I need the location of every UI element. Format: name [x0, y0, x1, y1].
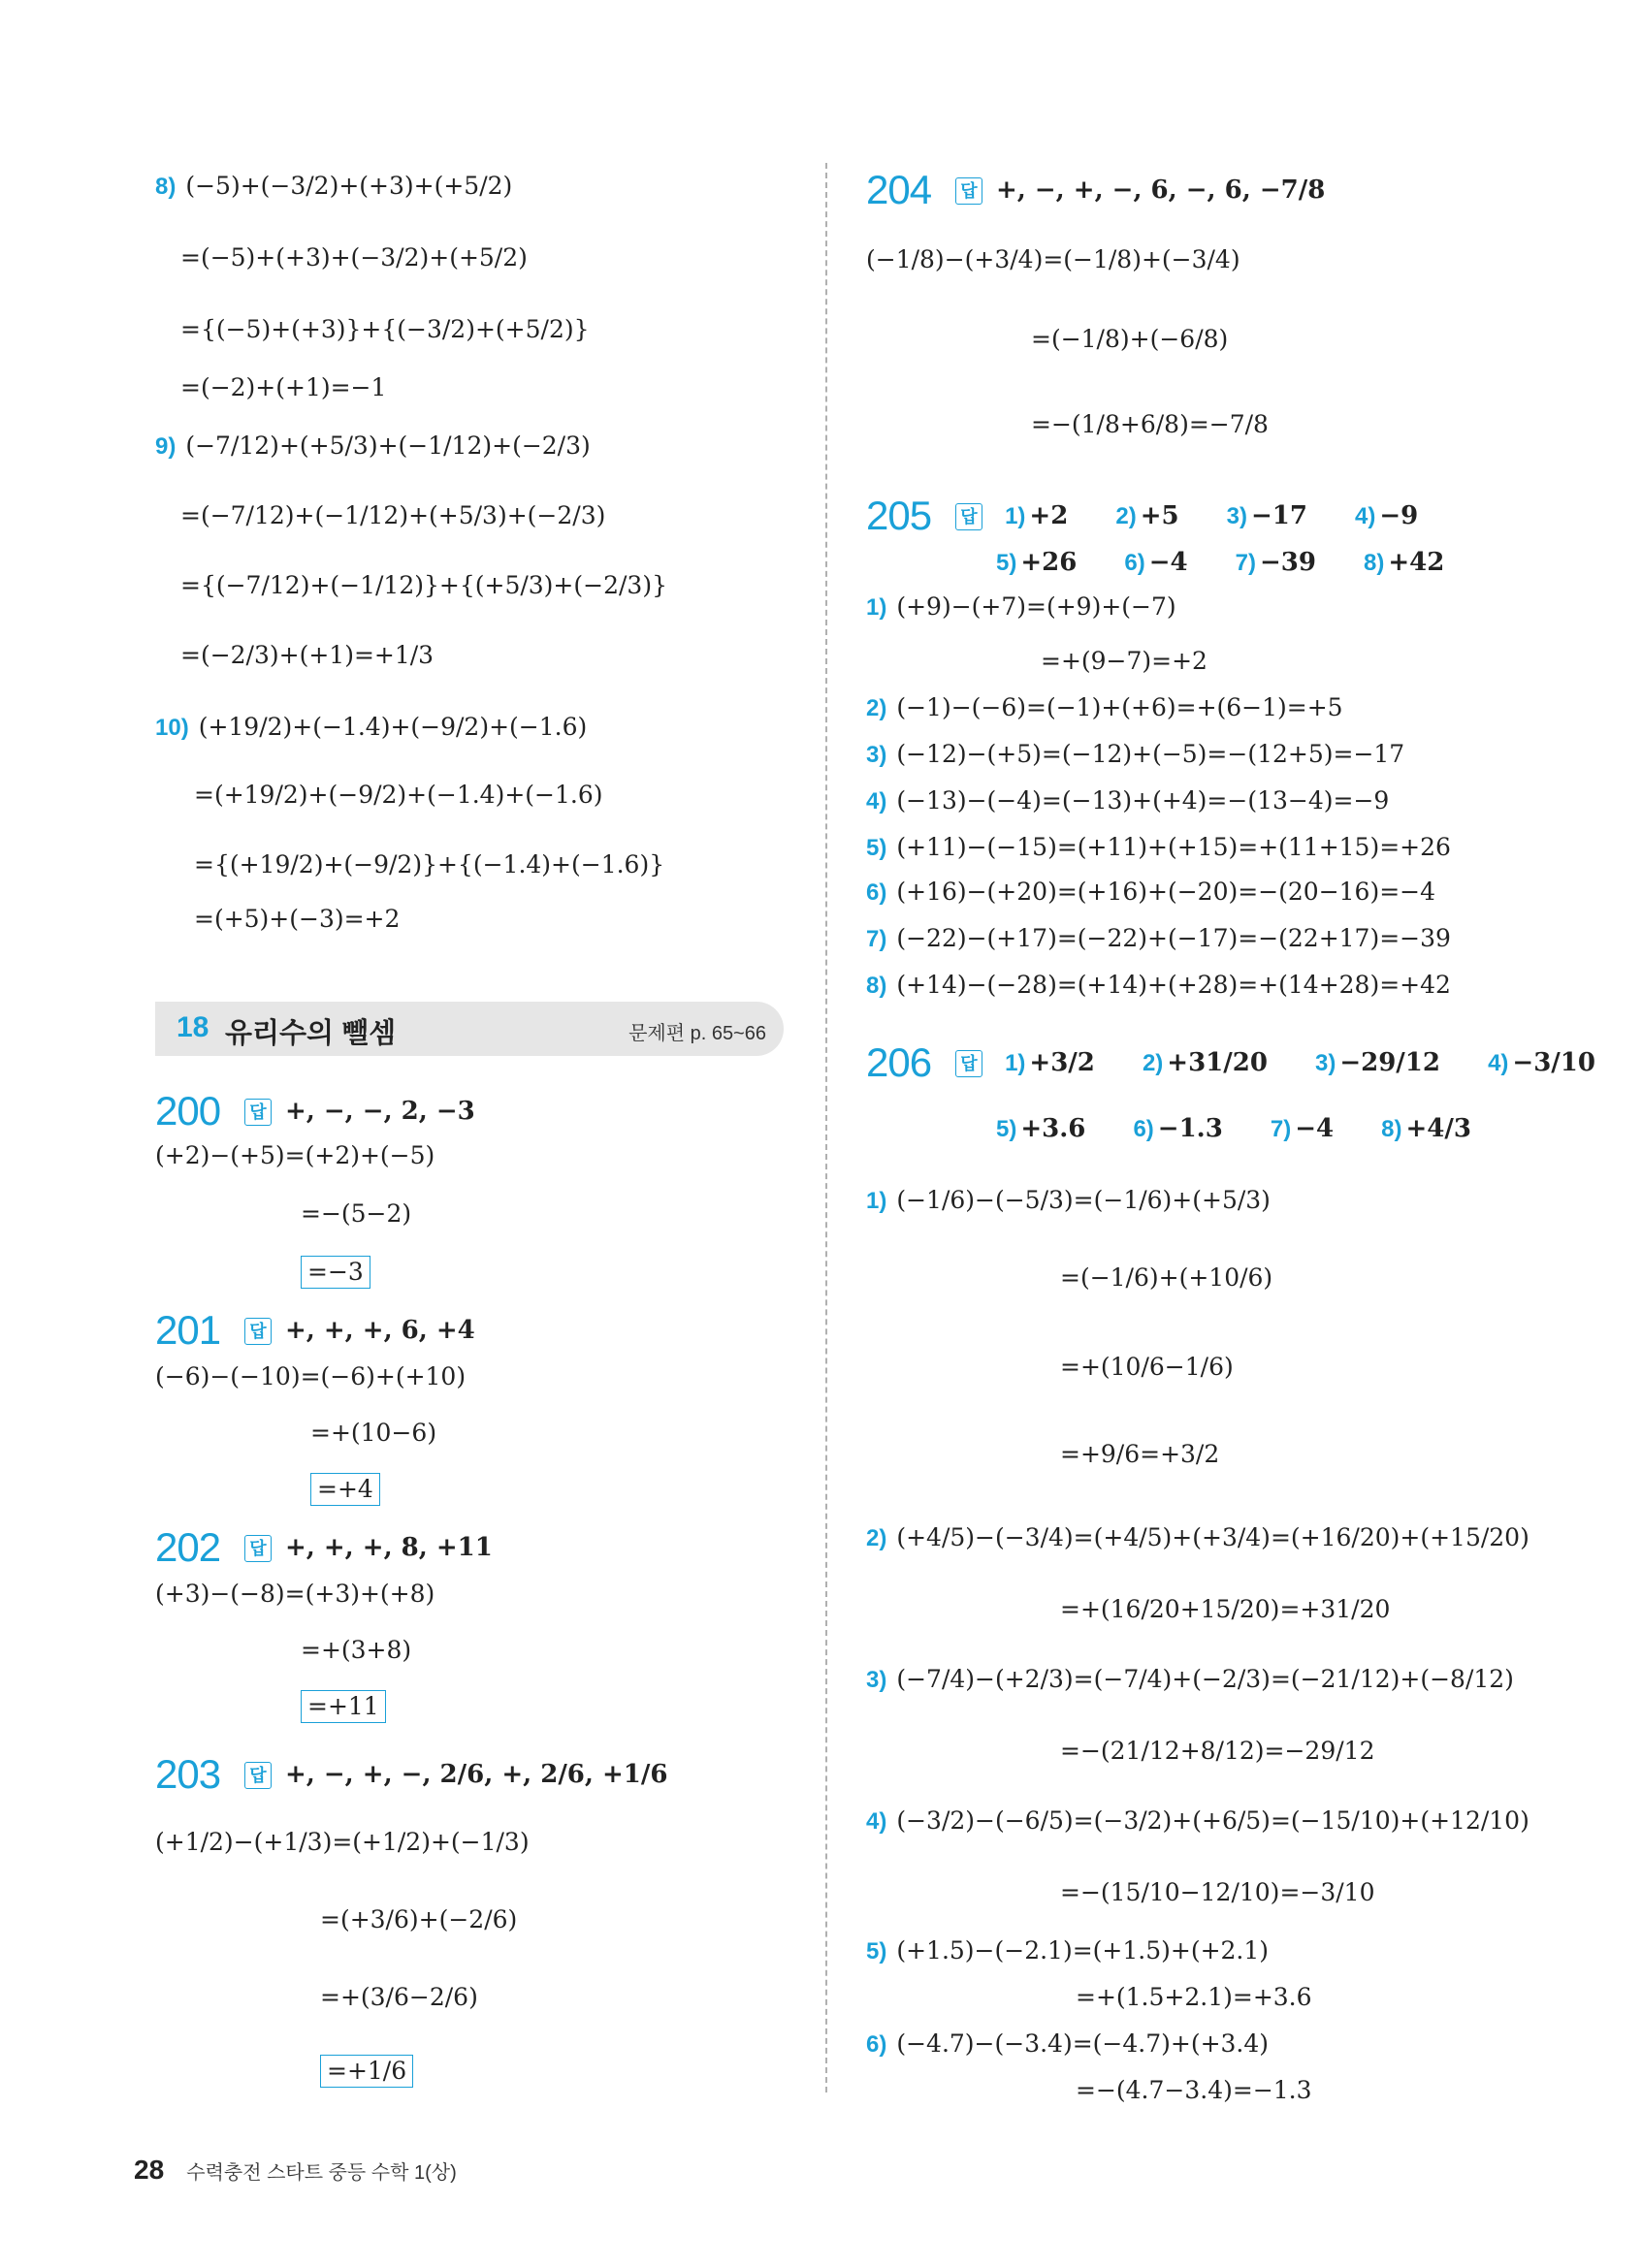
- math-line: =+(3+8): [301, 1636, 412, 1664]
- page-footer: [134, 2155, 457, 2186]
- math-line: =+4: [310, 1470, 380, 1509]
- math-line: 10) (+19/2)+(−1.4)+(−9/2)+(−1.6): [155, 713, 588, 741]
- math-line: =(−7/12)+(−1/12)+(+5/3)+(−2/3): [180, 501, 606, 529]
- answer-line: 5) +26 6) −4 7) −39 8) +42: [996, 548, 1445, 577]
- math-line: 4) (−3/2)−(−6/5)=(−3/2)+(+6/5)=(−15/10)+(+12/10): [866, 1806, 1529, 1835]
- section-number: 18: [177, 1011, 209, 1043]
- problem-number: 204: [866, 167, 932, 212]
- math-line: 5) (+11)−(−15)=(+11)+(+15)=+(11+15)=+26: [866, 833, 1451, 861]
- answer-line: 답 +, +, +, 6, +4: [244, 1307, 475, 1354]
- problem-number: 201: [155, 1307, 221, 1353]
- problem-number: 205: [866, 493, 932, 538]
- answer-line: 답 1) +3/2 2) +31/20 3) −29/12 4) −3/10: [955, 1039, 1634, 1087]
- math-line: 5) (+1.5)−(−2.1)=(+1.5)+(+2.1): [866, 1936, 1270, 1965]
- math-line: 1) (−1/6)−(−5/3)=(−1/6)+(+5/3): [866, 1186, 1271, 1214]
- section-header: [155, 1002, 784, 1056]
- math-line: (+2)−(+5)=(+2)+(−5): [155, 1141, 435, 1169]
- math-line: =+1/6: [320, 2052, 413, 2091]
- math-line: =+(16/20+15/20)=+31/20: [1060, 1595, 1391, 1623]
- answer-badge: 답: [955, 1050, 982, 1077]
- math-line: =+(10−6): [310, 1419, 437, 1447]
- section-page-ref: 문제편 p. 65~66: [628, 1023, 766, 1044]
- answer-line: 답 1) +2 2) +5 3) −17 4) −9: [955, 493, 1457, 540]
- page-number: 28: [134, 2155, 165, 2185]
- math-line: 2) (+4/5)−(−3/4)=(+4/5)+(+3/4)=(+16/20)+(+15/20): [866, 1523, 1529, 1551]
- math-line: 1) (+9)−(+7)=(+9)+(−7): [866, 592, 1176, 621]
- answer-line: 5) +3.6 6) −1.3 7) −4 8) +4/3: [996, 1114, 1471, 1143]
- answer-line: 답 +, −, +, −, 2/6, +, 2/6, +1/6: [244, 1751, 667, 1798]
- section-title: 유리수의 뺄셈: [225, 1018, 397, 1049]
- answer-badge: 답: [955, 503, 982, 530]
- math-line: ={(−5)+(+3)}+{(−3/2)+(+5/2)}: [180, 315, 590, 343]
- problem-number: 202: [155, 1524, 221, 1570]
- math-line: 9) (−7/12)+(+5/3)+(−1/12)+(−2/3): [155, 431, 591, 460]
- math-line: ={(−7/12)+(−1/12)}+{(+5/3)+(−2/3)}: [180, 571, 667, 599]
- math-line: =+(3/6−2/6): [320, 1983, 478, 2011]
- math-line: =−(4.7−3.4)=−1.3: [1076, 2076, 1312, 2104]
- answer-badge: 답: [244, 1535, 272, 1562]
- math-line: 8) (+14)−(−28)=(+14)+(+28)=+(14+28)=+42: [866, 971, 1451, 999]
- answer-badge: 답: [244, 1318, 272, 1345]
- math-line: (+3)−(−8)=(+3)+(+8): [155, 1580, 435, 1608]
- math-line: =+11: [301, 1687, 386, 1726]
- math-line: =(−2/3)+(+1)=+1/3: [180, 641, 435, 669]
- math-line: =(−2)+(+1)=−1: [180, 373, 387, 401]
- math-line: 4) (−13)−(−4)=(−13)+(+4)=−(13−4)=−9: [866, 786, 1390, 815]
- math-line: =−(1/8+6/8)=−7/8: [1031, 410, 1269, 438]
- math-line: =(−1/6)+(+10/6): [1060, 1263, 1273, 1292]
- column-divider: [825, 163, 827, 2092]
- answer-line: 답 +, −, −, 2, −3: [244, 1088, 475, 1134]
- math-line: =−(5−2): [301, 1199, 412, 1228]
- math-line: =(+3/6)+(−2/6): [320, 1905, 518, 1933]
- math-line: (−6)−(−10)=(−6)+(+10): [155, 1362, 467, 1390]
- math-line: ={(+19/2)+(−9/2)}+{(−1.4)+(−1.6)}: [194, 850, 665, 878]
- book-title: 수력충전 스타트 중등 수학 1(상): [186, 2162, 457, 2184]
- answer-badge: 답: [955, 177, 982, 205]
- math-line: =+9/6=+3/2: [1060, 1440, 1220, 1468]
- math-line: 3) (−12)−(+5)=(−12)+(−5)=−(12+5)=−17: [866, 740, 1405, 768]
- math-line: =−(15/10−12/10)=−3/10: [1060, 1878, 1375, 1906]
- math-line: =+(10/6−1/6): [1060, 1353, 1234, 1381]
- math-line: =(−1/8)+(−6/8): [1031, 325, 1229, 353]
- math-line: 3) (−7/4)−(+2/3)=(−7/4)+(−2/3)=(−21/12)+(−8/12): [866, 1665, 1514, 1693]
- math-line: =+(1.5+2.1)=+3.6: [1076, 1983, 1312, 2011]
- math-line: (−1/8)−(+3/4)=(−1/8)+(−3/4): [866, 245, 1240, 273]
- answer-line: 답 +, +, +, 8, +11: [244, 1524, 493, 1571]
- math-line: =(+5)+(−3)=+2: [194, 905, 401, 933]
- math-line: 6) (−4.7)−(−3.4)=(−4.7)+(+3.4): [866, 2029, 1270, 2058]
- answer-badge: 답: [244, 1099, 272, 1126]
- math-line: (+1/2)−(+1/3)=(+1/2)+(−1/3): [155, 1828, 530, 1856]
- answer-line: 답 +, −, +, −, 6, −, 6, −7/8: [955, 167, 1325, 213]
- math-line: 7) (−22)−(+17)=(−22)+(−17)=−(22+17)=−39: [866, 924, 1451, 952]
- problem-number: 200: [155, 1088, 221, 1134]
- math-line: =−3: [301, 1253, 370, 1292]
- problem-number: 203: [155, 1751, 221, 1797]
- problem-number: 206: [866, 1039, 932, 1085]
- math-line: =(−5)+(+3)+(−3/2)+(+5/2): [180, 243, 528, 272]
- answer-badge: 답: [244, 1762, 272, 1789]
- math-line: 8) (−5)+(−3/2)+(+3)+(+5/2): [155, 172, 513, 200]
- math-line: =−(21/12+8/12)=−29/12: [1060, 1737, 1375, 1765]
- math-line: =(+19/2)+(−9/2)+(−1.4)+(−1.6): [194, 781, 603, 809]
- math-line: =+(9−7)=+2: [1041, 647, 1207, 675]
- math-line: 6) (+16)−(+20)=(+16)+(−20)=−(20−16)=−4: [866, 878, 1436, 906]
- math-line: 2) (−1)−(−6)=(−1)+(+6)=+(6−1)=+5: [866, 693, 1343, 721]
